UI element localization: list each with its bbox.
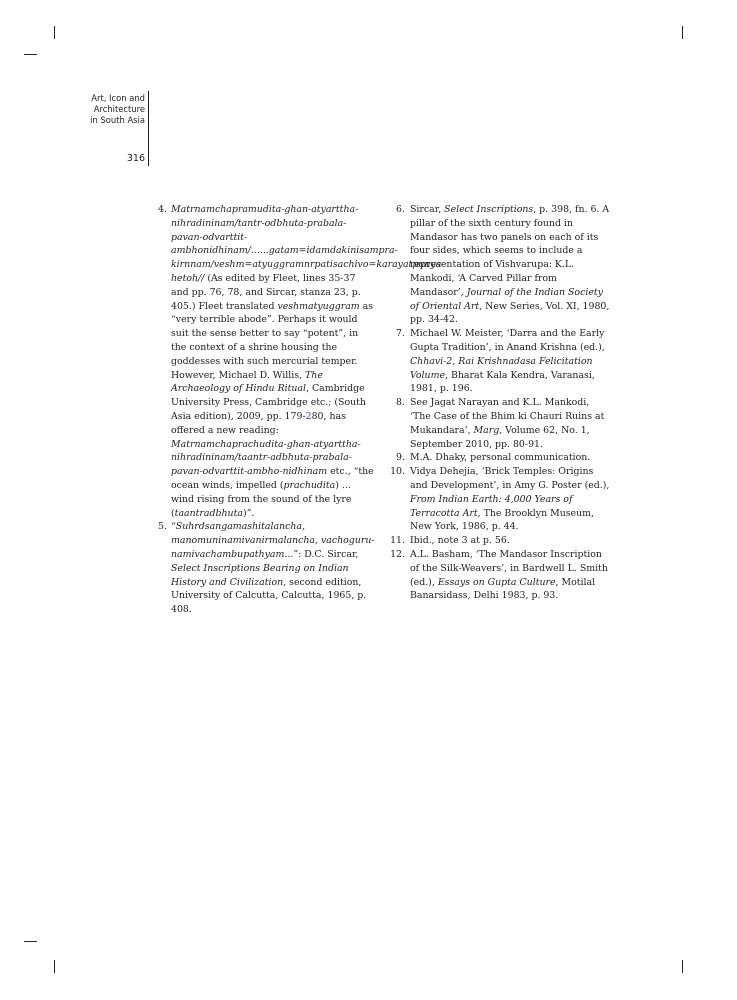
running-head-rule <box>148 91 149 166</box>
italic-text: The Archaeology of Hindu Ritual <box>171 369 323 395</box>
footnote-text <box>410 396 611 451</box>
text-run: Sircar, <box>410 204 445 215</box>
footnote-text <box>171 520 375 617</box>
footnote <box>389 534 611 548</box>
crop-mark-left-upper <box>24 54 37 55</box>
text-run: as “very terrible abode”. Perhaps it would suit the sense better to say “potent”, in the context of a shrine housing the goddesses with such mercurial temper. However, Michael D. Willis, <box>171 300 374 381</box>
text-run: “ <box>171 521 176 533</box>
footnote <box>389 396 611 451</box>
italic-text: Select Inscriptions <box>444 204 534 215</box>
crop-mark-top-left <box>54 26 55 39</box>
footnote-text <box>410 451 611 465</box>
text-run: M.A. Dhaky, personal communication. <box>410 452 591 464</box>
text-run: Vidya Dehejia, ‘Brick Temples: Origins and Development’, in Amy G. Poster (ed.), <box>410 466 610 491</box>
footnote-number: 4. <box>158 204 167 215</box>
italic-text: Marg <box>473 424 500 436</box>
text-run: Michael W. Meister, ‘Darra and the Early Gupta Tradition’, in Anand Krishna (ed.), <box>410 328 605 353</box>
footnote <box>389 327 611 396</box>
footnote-text <box>410 203 611 327</box>
text-run: , New Series, Vol. XI, 1980, pp. 34-42. <box>410 300 610 326</box>
running-head-line: in South Asia <box>90 115 145 125</box>
text-run: , Motilal Banarsidass, Delhi 1983, p. 93. <box>410 576 596 602</box>
text-run: ) ... wind rising from the sound of the lyre ( <box>171 479 352 519</box>
text-run: 80, has offered a new reading: <box>171 410 346 436</box>
text-run: , Cambridge University Press, Cambridge etc. <box>171 383 365 409</box>
text-run: ”: D.C. Sircar, <box>293 548 359 560</box>
text-run: , p. 398, fn. 6. A pillar of the sixth century found in Mandasor has two panels on each of its four sides, which seems to include a representation of Vishvarupa: K.L. Mankodi, ‘A Carved Pillar from Mandasor’, <box>410 204 610 298</box>
footnote-number: 9. <box>396 452 405 464</box>
footnote-text <box>410 534 611 548</box>
footnote <box>389 203 611 327</box>
italic-text: Suhrdsangamashitalancha, manomuninamivanirmalancha, vachoguru-namivachambupathyam... <box>171 521 375 560</box>
italic-text: Matrnamchapramudita-ghan-atyarttha-nihradininam/tantr-odbhuta-prabala-pavan-odvarttit-ambhonidhinam/......gatam=idamdakinisampra- kirnnam/veshm=atyuggramnrpatisachivo=karayatpunya-hetoh// <box>171 204 445 284</box>
footnote-number: 8. <box>396 397 405 409</box>
text-run: , Bharat Kala Kendra, Varanasi, 1981, p. 196. <box>410 369 595 395</box>
footnote-text <box>410 548 611 603</box>
text-run: Ibid., note 3 at p. 56. <box>410 535 510 547</box>
footnote-number: 6. <box>396 204 405 215</box>
text-run: (As edited by Fleet, lines 35-37 and pp. 76, 78, and Sircar, stanza 23, p. 405.) Fleet translated <box>171 272 361 312</box>
text-run: See Jagat Narayan and K.L. Mankodi, ‘The Case of the Bhim ki Chauri Ruins at Mukandara’, <box>410 397 605 436</box>
italic-text: Journal of the Indian Society of Oriental Art <box>410 286 603 312</box>
edit-mark: 2 <box>305 410 312 422</box>
footnote <box>155 520 375 617</box>
italic-text: From Indian Earth: 4,000 Years of Terracotta Art <box>410 493 573 519</box>
text-run: (South Asia edition), 2009, pp. 179- <box>171 397 366 422</box>
italic-text: Select Inscriptions Bearing on Indian History and Civilization <box>171 562 349 588</box>
text-run: A.L. Basham, ‘The Mandasor Inscription of the Silk-Weavers’, in Bardwell L. Smith (ed.), <box>410 548 608 588</box>
running-head-line: Architecture <box>93 104 145 114</box>
crop-mark-top-right <box>682 26 683 39</box>
footnote-number: 5. <box>158 521 167 533</box>
running-head-line: Art, Icon and <box>91 93 145 103</box>
footnote-number: 11. <box>390 535 405 547</box>
italic-text: veshmatyuggram <box>277 300 360 312</box>
footnote <box>389 451 611 465</box>
crop-mark-left-lower <box>24 941 37 942</box>
notes-column-right <box>389 203 611 603</box>
text-run: )”. <box>242 507 255 519</box>
edit-mark: ; <box>328 397 332 409</box>
text-run: etc., “the ocean winds, impelled ( <box>171 466 374 491</box>
text-run: , Volume 62, No. 1, September 2010, pp. 80-91. <box>410 424 590 450</box>
italic-text: Essays on Gupta Culture <box>437 576 556 588</box>
italic-text: Chhavi-2, Rai Krishnadasa Felicitation Volume <box>410 355 593 381</box>
italic-text: taantradbhuta <box>174 507 243 519</box>
footnote <box>389 465 611 534</box>
italic-text: Matrnamchaprachudita-ghan-atyarttha-nihradininam/taantr-adbhuta-prabala-pavan-odvarttit-ambho-nidhinam <box>171 438 361 478</box>
text-run: , second edition, University of Calcutta, Calcutta, 1965, p. 408. <box>171 576 367 616</box>
running-head <box>35 93 145 126</box>
page-number: 316 <box>126 153 145 164</box>
crop-mark-bottom-left <box>54 960 55 973</box>
crop-mark-bottom-right <box>682 960 683 973</box>
footnote <box>389 548 611 603</box>
text-run: , The Brooklyn Museum, New York, 1986, p. 44. <box>410 507 594 533</box>
footnote-number: 7. <box>396 328 405 340</box>
footnote-text <box>410 327 611 396</box>
footnote-text <box>410 465 611 534</box>
italic-text: prachudita <box>283 479 336 491</box>
footnote-number: 10. <box>390 466 405 478</box>
footnote-number: 12. <box>390 548 405 560</box>
